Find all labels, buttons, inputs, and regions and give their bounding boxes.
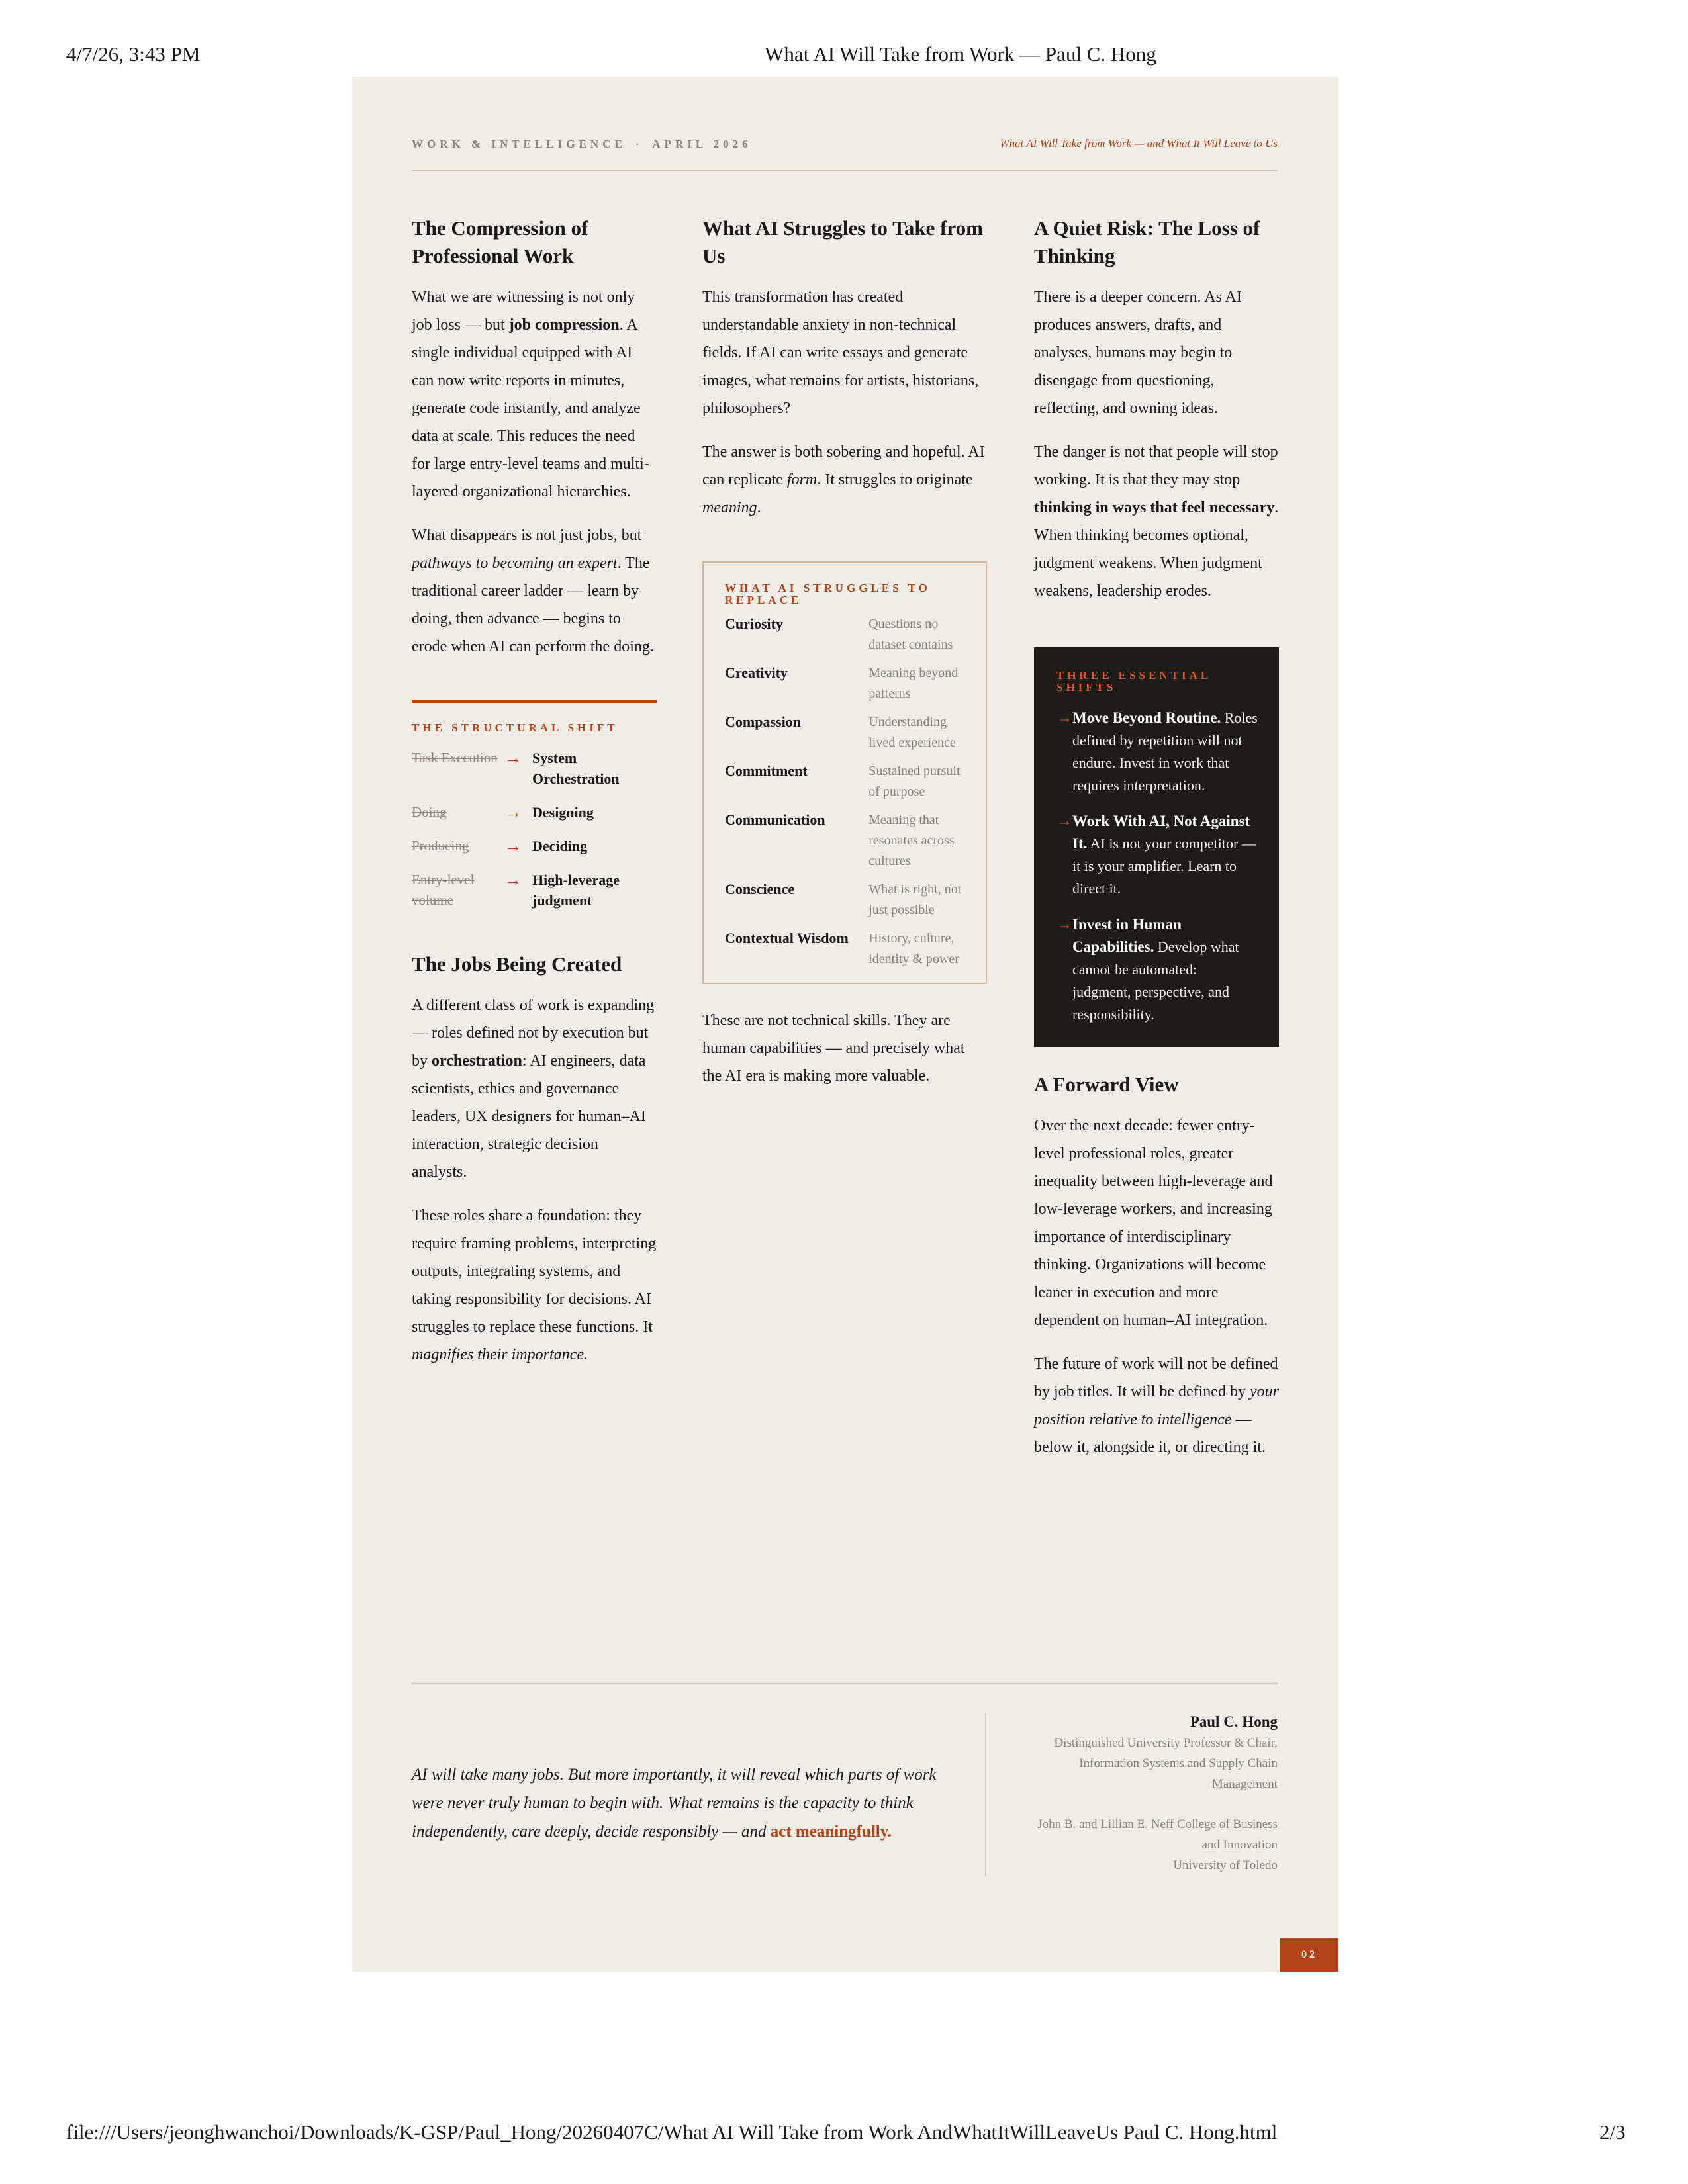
paragraph-jobs-2: These roles share a foundation: they require framing problems, interpreting outputs, integrating systems, and taking responsibility for decisions. AI struggles to replace these functions. It magnifies their importance. [412,1207,657,1363]
quote-emphasis: act meaningfully. [770,1823,892,1841]
panel-term: Contextual Wisdom [725,930,849,946]
shift-old: Task Execution [412,750,498,766]
closing-quote: AI will take many jobs. But more importantly, it will reveal which parts of work were never truly human to begin with. What remains is the capacity to think independently, care deeply, decide responsibly — and act meaningfully. [412,1766,937,1841]
print-file-path: file:///Users/jeonghwanchoi/Downloads/K-GSP/Paul_Hong/20260407C/What AI Will Take from Work AndWhatItWillLeaveUs Paul C. Hong.html [66,2120,1278,2144]
panel-row [725,712,966,753]
paragraph-risk-1: There is a deeper concern. As AI produces answers, drafts, and analyses, humans may begin to disengage from questioning, reflecting, and owning ideas. [1034,289,1242,417]
shift-new: Deciding [532,838,588,854]
shift-new: High-leverage judgment [532,872,620,909]
panel-row [725,810,966,872]
author-role: Information Systems and Supply Chain [1079,1756,1278,1770]
paragraph-struggles-1: This transformation has created understandable anxiety in non-technical fields. If AI can write essays and generate images, what remains for artists, historians, philosophers? [702,289,979,417]
panel-term: Commitment [725,762,808,779]
arrow-right-icon: → [504,837,522,856]
author-role: Distinguished University Professor & Chair, [1054,1736,1278,1750]
arrow-right-icon: → [1056,709,1072,727]
panel-row [725,929,966,970]
panel-desc: Understanding lived experience [868,715,956,750]
author-university: University of Toledo [1173,1858,1278,1872]
shift-row [412,802,657,823]
shift-body: Roles defined by repetition will not endure. Invest in work that requires interpretation. [1072,709,1258,794]
shift-body: AI is not your competitor — it is your amplifier. Learn to direct it. [1072,835,1256,897]
paragraph-jobs-1: A different class of work is expanding — roles defined not by execution but by orchestration: AI engineers, data scientists, ethics and governance leaders, UX designers for human–AI interaction, strategic decision analysts. [412,997,655,1181]
essential-shifts-title: THREE ESSENTIAL SHIFTS [1056,669,1211,694]
shift-head: Work With AI, Not Against It. [1072,813,1250,852]
panel-desc: Meaning that resonates across cultures [868,813,955,868]
kicker-date: APRIL 2026 [652,138,752,150]
heading-quiet-risk: A Quiet Risk: The Loss of Thinking [1034,216,1260,267]
shift-row [412,836,657,856]
panel-row [725,761,966,802]
heading-jobs-created: The Jobs Being Created [412,952,622,976]
arrow-right-icon: → [1056,916,1072,933]
column-right [1034,214,1279,1461]
arrow-right-icon: → [504,870,522,889]
panel-desc: Meaning beyond patterns [868,666,959,701]
essential-shift-item [1056,810,1259,900]
section-kicker [412,138,752,151]
shift-new: System Orchestration [532,750,620,787]
paragraph-forward-1: Over the next decade: fewer entry-level professional roles, greater inequality between high-leverage and low-leverage workers, and increasing importance of interdisciplinary thinking. Organizations will become leaner in execution and more dependent on human–AI integration. [1034,1117,1273,1329]
column-middle [702,214,987,1090]
print-page-count: 2/3 [1599,2120,1626,2144]
shift-new: Designing [532,804,594,821]
essential-shifts-box [1034,647,1279,1047]
author-name: Paul C. Hong [1190,1713,1278,1730]
panel-desc: Questions no dataset contains [868,617,953,652]
panel-row [725,663,966,704]
kicker-section: WORK & INTELLIGENCE [412,138,626,150]
essential-shift-item [1056,707,1259,797]
panel-term: Communication [725,811,825,828]
page-number-badge: 02 [1280,1938,1338,1972]
arrow-right-icon: → [504,803,522,822]
panel-desc: Sustained pursuit of purpose [868,764,961,799]
paragraph-struggles-3: These are not technical skills. They are human capabilities — and precisely what the AI era is making more valuable. [702,1012,965,1085]
paragraph-compression-2: What disappears is not just jobs, but pathways to becoming an expert. The traditional career ladder — learn by doing, then advance — begins to erode when AI can perform the doing. [412,527,654,655]
panel-row [725,614,966,655]
structural-shift-title: THE STRUCTURAL SHIFT [412,721,618,734]
author-role: Management [1211,1777,1278,1791]
shift-head: Invest in Human Capabilities. [1072,916,1182,955]
running-title: What AI Will Take from Work — and What It Will Leave to Us [1000,137,1278,150]
article-page [352,77,1338,1972]
print-datetime: 4/7/26, 3:43 PM [66,42,201,66]
author-college: John B. and Lillian E. Neff College of Business [1037,1817,1278,1831]
paragraph-compression-1: What we are witnessing is not only job loss — but job compression. A single individual equipped with AI can now write reports in minutes, generate code instantly, and analyze data at scale. This reduces the need for large entry-level teams and multi-layered organizational hierarchies. [412,289,649,500]
shift-old: Doing [412,804,447,820]
arrow-right-icon: → [504,749,522,768]
column-left [412,214,657,1369]
shift-body: Develop what cannot be automated: judgment, perspective, and responsibility. [1072,938,1239,1023]
header-divider [412,170,1278,171]
panel-desc: What is right, not just possible [868,882,962,917]
author-college: and Innovation [1201,1838,1278,1852]
essential-shift-item [1056,913,1259,1026]
print-page-title: What AI Will Take from Work — Paul C. Hong [765,42,1156,66]
panel-row [725,880,966,921]
panel-term: Conscience [725,881,795,897]
heading-forward-view: A Forward View [1034,1073,1179,1096]
shift-head: Move Beyond Routine. [1072,709,1221,726]
heading-struggles: What AI Struggles to Take from Us [702,216,983,267]
arrow-right-icon: → [1056,813,1072,830]
shift-old: Producing [412,838,469,854]
struggles-panel [702,561,987,984]
panel-term: Compassion [725,713,801,730]
kicker-dot: · [635,138,643,150]
struggles-panel-title: WHAT AI STRUGGLES TO REPLACE [725,582,931,606]
panel-term: Curiosity [725,615,783,632]
shift-row [412,870,657,911]
panel-desc: History, culture, identity & power [868,931,959,966]
paragraph-forward-2: The future of work will not be defined by job titles. It will be defined by your position relative to intelligence — below it, alongside it, or directing it. [1034,1355,1279,1456]
panel-term: Creativity [725,664,788,681]
structural-shift-rule [412,700,657,703]
heading-compression: The Compression of Professional Work [412,216,588,267]
paragraph-struggles-2: The answer is both sobering and hopeful. AI can replicate form. It struggles to originate meaning. [702,443,985,516]
shift-old: Entry-level volume [412,872,475,908]
footer-divider [412,1683,1278,1684]
structural-shift-list [412,748,657,911]
author-signature [986,1711,1278,1876]
paragraph-risk-2: The danger is not that people will stop working. It is that they may stop thinking in ways that feel necessary. When thinking becomes optional, judgment weakens. When judgment weakens, leadership erodes. [1034,443,1279,600]
shift-row [412,748,657,789]
